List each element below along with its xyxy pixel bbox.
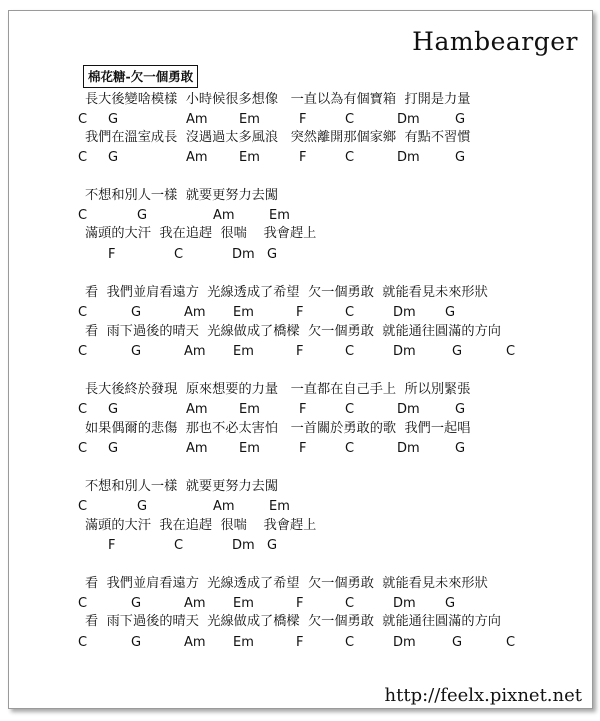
chord: Am [184, 635, 206, 650]
chord: C [78, 596, 88, 611]
chord: Dm [393, 635, 416, 650]
chord: F [296, 596, 304, 611]
chord: Am [186, 150, 208, 165]
chord: Dm [397, 112, 420, 127]
chord: C [78, 305, 88, 320]
chord: C [345, 596, 355, 611]
chord: Am [186, 402, 208, 417]
lyric-line: 我們在溫室成長 沒遇過太多風浪 突然離開那個家鄉 有點不習慣 [85, 130, 471, 145]
chord: Dm [232, 247, 255, 262]
chord: G [108, 441, 119, 456]
chord: F [299, 402, 307, 417]
chord: G [455, 441, 466, 456]
chord: G [455, 150, 466, 165]
chord: Dm [397, 150, 420, 165]
chord: C [78, 635, 88, 650]
lyric-line: 如果偶爾的悲傷 那也不必太害怕 一首關於勇敢的歌 我們一起唱 [85, 421, 471, 436]
chord: F [108, 247, 116, 262]
chord: G [137, 208, 148, 223]
chord: C [78, 112, 88, 127]
chord: C [345, 344, 355, 359]
chord: Am [184, 596, 206, 611]
chord: Em [239, 150, 260, 165]
chord: F [108, 538, 116, 553]
chord: C [345, 441, 355, 456]
chord: G [108, 112, 119, 127]
chord: G [131, 344, 142, 359]
chord: C [78, 441, 88, 456]
chord: Dm [232, 538, 255, 553]
footer-url: http://feelx.pixnet.net [384, 685, 582, 706]
chord: C [174, 538, 184, 553]
chord: F [299, 112, 307, 127]
chord: G [108, 402, 119, 417]
chord: G [267, 538, 278, 553]
chord: C [506, 344, 516, 359]
lyrics-chords-body [9, 11, 592, 708]
lyric-line: 長大後變啥模樣 小時候很多想像 一直以為有個寶箱 打開是力量 [85, 92, 471, 107]
chord: Am [184, 305, 206, 320]
chord: C [345, 402, 355, 417]
chord: Em [233, 344, 254, 359]
lyric-line: 滿頭的大汗 我在追趕 很喘 我會趕上 [85, 226, 317, 241]
chord: Am [186, 112, 208, 127]
chord: Em [233, 635, 254, 650]
lyrics-sheet [8, 10, 593, 709]
chord: F [296, 344, 304, 359]
chord: C [78, 402, 88, 417]
chord: C [78, 208, 88, 223]
chord: F [299, 150, 307, 165]
chord: Em [233, 305, 254, 320]
chord: C [78, 150, 88, 165]
chord: F [299, 441, 307, 456]
chord: G [452, 344, 463, 359]
chord: Em [233, 596, 254, 611]
chord: Em [269, 499, 290, 514]
lyric-line: 看 雨下過後的晴天 光線做成了橋樑 欠一個勇敢 就能通往圓滿的方向 [85, 324, 501, 339]
chord: C [78, 344, 88, 359]
chord: G [455, 112, 466, 127]
chord: Em [239, 402, 260, 417]
chord: G [445, 596, 456, 611]
lyric-line: 不想和別人一樣 就要更努力去闖 [85, 479, 279, 494]
chord: G [455, 402, 466, 417]
chord: Am [213, 208, 235, 223]
chord: C [174, 247, 184, 262]
chord: F [296, 635, 304, 650]
chord: Em [269, 208, 290, 223]
chord: C [345, 635, 355, 650]
chord: G [445, 305, 456, 320]
lyric-line: 看 我們並肩看遠方 光線透成了希望 欠一個勇敢 就能看見未來形狀 [85, 576, 488, 591]
chord: G [131, 635, 142, 650]
chord: G [137, 499, 148, 514]
chord: C [345, 305, 355, 320]
brand-title: Hambearger [412, 27, 578, 56]
chord: Dm [393, 596, 416, 611]
chord: G [108, 150, 119, 165]
chord: G [452, 635, 463, 650]
lyric-line: 滿頭的大汗 我在追趕 很喘 我會趕上 [85, 518, 317, 533]
chord: G [131, 305, 142, 320]
lyric-line: 不想和別人一樣 就要更努力去闖 [85, 188, 279, 203]
chord: Dm [393, 305, 416, 320]
chord: C [345, 150, 355, 165]
lyric-line: 看 雨下過後的晴天 光線做成了橋樑 欠一個勇敢 就能通往圓滿的方向 [85, 614, 501, 629]
chord: Dm [397, 441, 420, 456]
chord: Dm [397, 402, 420, 417]
song-title: 棉花糖-欠一個勇敢 [83, 65, 198, 88]
chord: C [345, 112, 355, 127]
chord: G [131, 596, 142, 611]
lyric-line: 長大後終於發現 原來想要的力量 一直都在自己手上 所以別緊張 [85, 382, 471, 397]
chord: Dm [393, 344, 416, 359]
lyric-line: 看 我們並肩看遠方 光線透成了希望 欠一個勇敢 就能看見未來形狀 [85, 285, 488, 300]
chord: Em [239, 441, 260, 456]
chord: F [296, 305, 304, 320]
chord: Am [213, 499, 235, 514]
chord: Am [186, 441, 208, 456]
chord: Em [239, 112, 260, 127]
chord: C [78, 499, 88, 514]
chord: Am [184, 344, 206, 359]
chord: G [267, 247, 278, 262]
chord: C [506, 635, 516, 650]
